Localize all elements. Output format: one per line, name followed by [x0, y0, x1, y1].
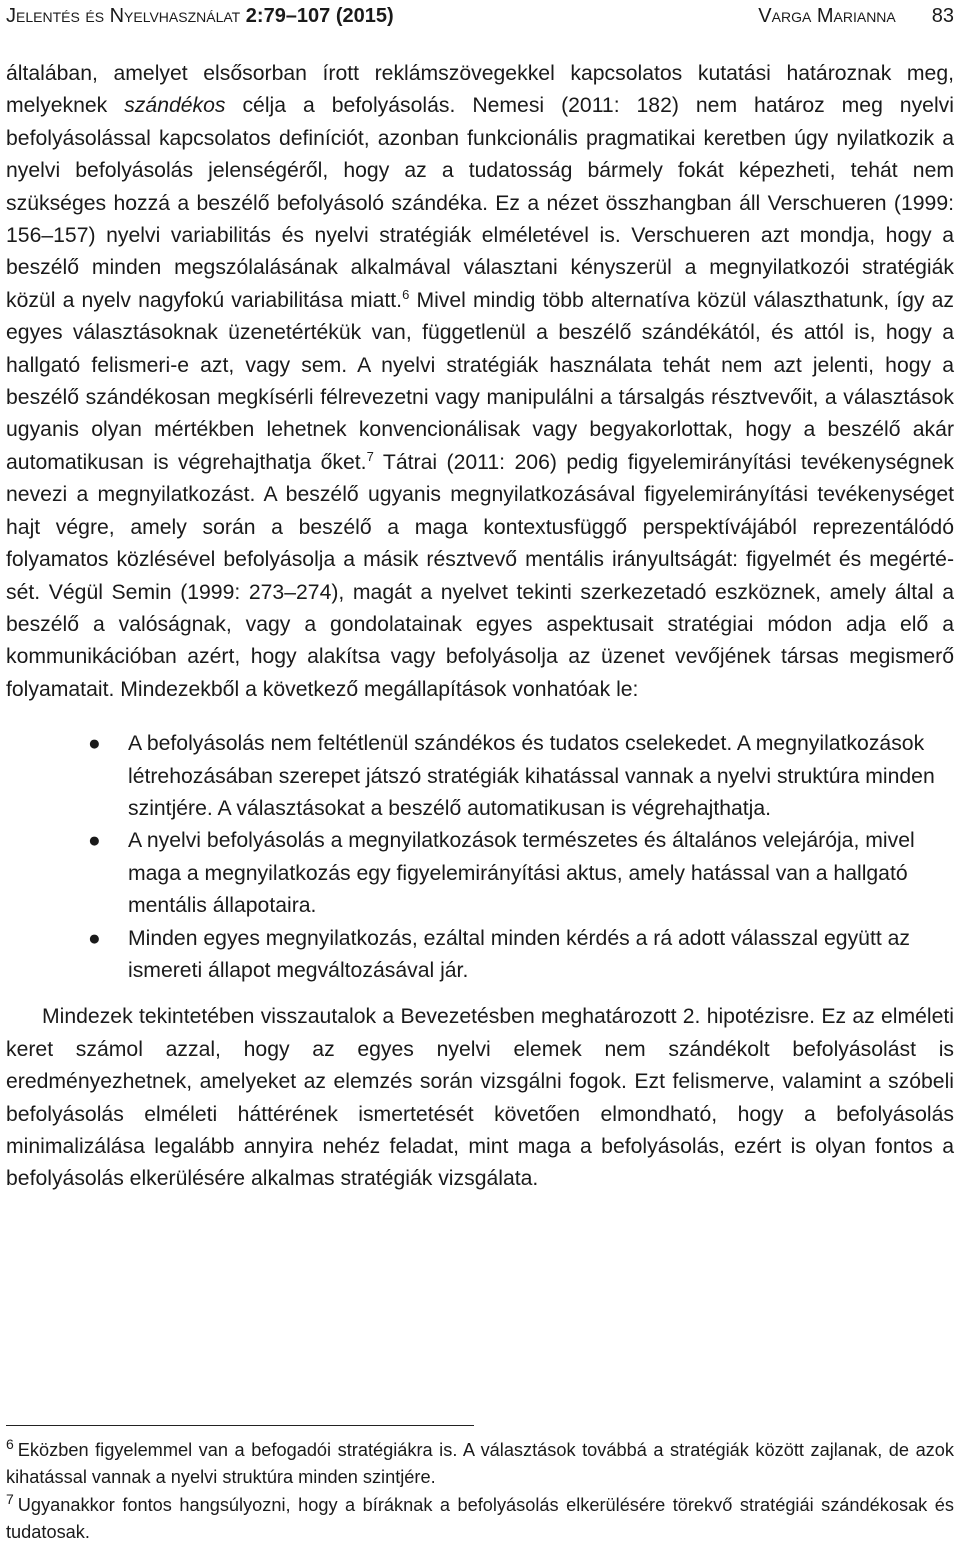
list-item-text: A befolyásolás nem feltétlenül szándékos és tudatos cselekedet. A megnyilatkozások létrehozásában szerepet játszó stratégiák kihatással vannak a nyelvi struktúra minden szintjére. A választásokat a beszélő automatikusan is végrehajthatja. — [128, 732, 935, 820]
list-item — [88, 825, 948, 922]
page-number: 83 — [931, 5, 954, 27]
text-run: célja a befolyásolás. Nemesi (2011: 182) nem határoz meg nyelvi befolyásolással kapcsolatos definíciót, azonban funkcionális pragmatikai keretben úgy nyilatkozik a nyelvi befolyásolás jelenségéről, hogy az a tudatosság bármely fokát képezheti, tehát nem szükséges hozzá a beszélő befolyásoló szándéka. Ez a nézet összhangban áll Verschueren (1999: 156–157) nyelvi variabilitás és nyelvi stratégiák elméletével is. Verschueren azt mondja, hogy a beszélő minden megszólalásának alkalmával választani kényszerül a megnyilatkozói stratégiák közül a nyelv nagyfokú variabilitása miatt. — [6, 94, 954, 312]
footnote-text: Eközben figyelemmel van a befogadói stratégiákra is. A választások továbbá a stratégiák között zajlanak, de azok kihatással vannak a nyelvi struktúra minden szintjére. — [6, 1440, 954, 1488]
bullet-icon: ● — [88, 732, 101, 756]
footnote-divider — [6, 1425, 474, 1426]
journal-name: Jelentés és Nyelvhasználat — [6, 5, 241, 27]
bullet-list — [6, 728, 948, 987]
bullet-icon: ● — [88, 829, 101, 853]
paragraph — [6, 58, 954, 706]
footnotes — [6, 1437, 954, 1546]
running-header — [6, 2, 954, 30]
bullet-icon: ● — [88, 926, 101, 950]
text-run: Mivel mindig több alternatíva közül választhatunk, így az egyes választásoknak üzenetértékük van, függetlenül a beszélő szándékától, és attól is, hogy a hallgató felismeri-e azt, vagy sem. A nyelvi stratégiák használata tehát nem azt jelenti, hogy a beszélő szándékosan megkísérli félrevezetni vagy manipulálni a társalgás résztvevőit, a választások ugyanis olyan mértékben lehetnek konvencionálisak vagy begyakorlottak, hogy a beszélő akár automatikusan is végrehajthatja őket. — [6, 288, 954, 474]
journal-citation — [6, 2, 394, 30]
list-item-text: A nyelvi befolyásolás a megnyilatkozások természetes és általános velejárója, mivel maga a megnyilatkozás egy figyelemirányítási aktus, amely hatással van a hallgató mentális állapotaira. — [128, 829, 915, 918]
journal-issue: 2:79–107 (2015) — [245, 5, 394, 27]
list-item — [88, 728, 948, 825]
footnote-ref: 7 — [366, 448, 374, 464]
footnote-number: 6 — [6, 1435, 14, 1452]
header-right — [758, 2, 954, 30]
footnote — [6, 1492, 954, 1547]
body-text — [6, 58, 954, 1196]
footnote-text: Ugyanakkor fontos hangsúlyozni, hogy a bíráknak a befolyásolás elkerülésére törekvő stratégiái szándékosak és tudatosak. — [6, 1494, 954, 1542]
list-item-text: Minden egyes megnyilatkozás, ezáltal minden kérdés a rá adott válasszal együtt az ismereti állapot megváltozásával jár. — [128, 926, 911, 982]
paragraph: Mindezek tekintetében visszautalok a Bevezetésben meghatározott 2. hipotézisre. Ez az elméleti keret számol azzal, hogy az egyes nyelvi elemek nem szándékolt befolyásolást is eredményezhetnek, amelyeket az elemzés során vizsgálni fogok. Ezt felismerve, valamint a szóbeli befolyásolás elméleti háttérének ismertetését követően elmondható, hogy a befolyásolás minimalizálása legalább annyira nehéz feladat, mint maga a befolyásolás, ezért is olyan fontos a befolyásolás elkerülésére alkalmas stratégiák vizsgálata. — [6, 1005, 954, 1191]
footnote-ref: 6 — [402, 286, 410, 302]
text-run: általában, amelyet elsősorban írott reklámszövegekkel kapcsolatos kutatási határoznak meg, melyeknek — [6, 62, 954, 118]
footnote — [6, 1437, 954, 1492]
list-item — [88, 923, 948, 988]
author-name: Varga Marianna — [758, 5, 896, 27]
text-run: Tátrai (2011: 206) pedig figyelemirányítási tevékenységnek nevezi a megnyilatkozást. A beszélő ugyanis megnyilatkozásával figyelemirányítási tevékenységet hajt végre, amely során a beszélő a maga kontextusfüggő perspektívájából reprezentálódó folyamatos közlésével befolyásolja a másik résztvevő mentális irányultságát: figyelmét és megértését. Végül Semin (1999: 273–274), magát a nyelvet tekinti szerkezetadó eszköznek, amely által a beszélő a valóságnak, vagy a gondolatainak egyes aspektusait stratégiai módon adja elő a kommunikációban azért, hogy alakítsa vagy befolyásolja az üzenet vevőjének társas megismerő folyamatait. Mindezekből a következő megállapítások vonhatóak le: — [6, 450, 954, 701]
emphasis: szándékos — [124, 94, 226, 118]
footnote-number: 7 — [6, 1490, 14, 1507]
